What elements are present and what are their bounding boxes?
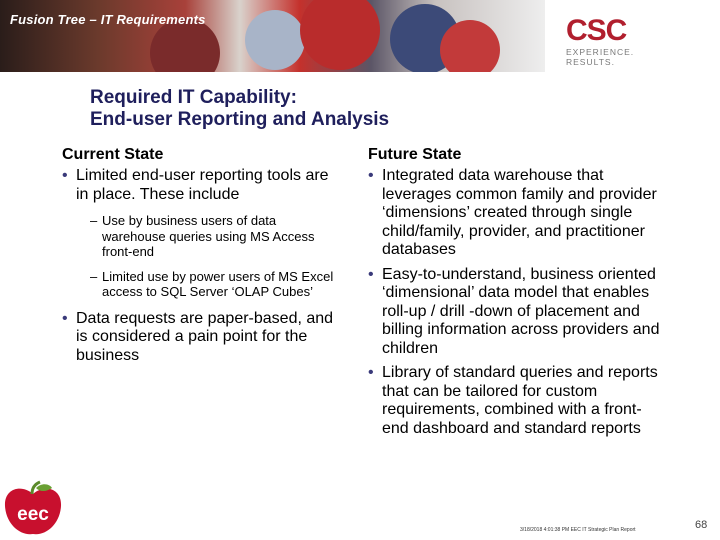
cyclists-photo xyxy=(0,0,545,72)
slide-heading xyxy=(90,87,389,131)
banner-title: Fusion Tree – IT Requirements xyxy=(10,12,206,27)
future-bullet-2: • Easy-to-understand, business oriented ‘dimensional’ data model that enables roll-up / drill -down of placement and billing information across providers and children xyxy=(368,266,668,359)
future-bullet-3: • Library of standard queries and reports that can be tailored for custom requirements, combined with a front-end dashboard and standard reports xyxy=(368,364,668,438)
rider-shape xyxy=(245,10,305,70)
page-number: 68 xyxy=(695,519,708,531)
eec-apple-logo xyxy=(2,480,64,538)
future-state-column xyxy=(368,145,668,444)
footer-text: 3/18/2018 4:01:38 PM EEC IT Strategic Plan Report xyxy=(520,527,636,533)
header-banner xyxy=(0,0,720,72)
future-state-title: Future State xyxy=(368,146,462,163)
current-bullet-1: • Limited end-user reporting tools are in place. These include xyxy=(62,167,342,204)
csc-logo xyxy=(566,14,686,67)
current-sub-1: – Use by business users of data warehouse queries using MS Access front-end xyxy=(62,213,342,260)
heading-line-2: End-user Reporting and Analysis xyxy=(90,109,390,130)
heading-line-1: Required IT Capability: xyxy=(90,87,297,108)
current-sub-2: – Limited use by power users of MS Excel access to SQL Server ‘OLAP Cubes’ xyxy=(62,269,342,300)
logo-mark: CSC xyxy=(566,14,627,47)
rider-shape xyxy=(440,20,500,72)
current-state-title: Current State xyxy=(62,146,164,163)
current-state-column xyxy=(62,145,342,371)
eec-logo-text: eec xyxy=(17,504,49,525)
future-bullet-1: • Integrated data warehouse that leverages common family and provider ‘dimensions’ created through single child/family, provider, and practitioner databases xyxy=(368,167,668,260)
rider-shape xyxy=(300,0,380,70)
current-bullet-2: • Data requests are paper-based, and is considered a pain point for the business xyxy=(62,310,342,366)
logo-tagline: EXPERIENCE. RESULTS. xyxy=(566,47,635,67)
